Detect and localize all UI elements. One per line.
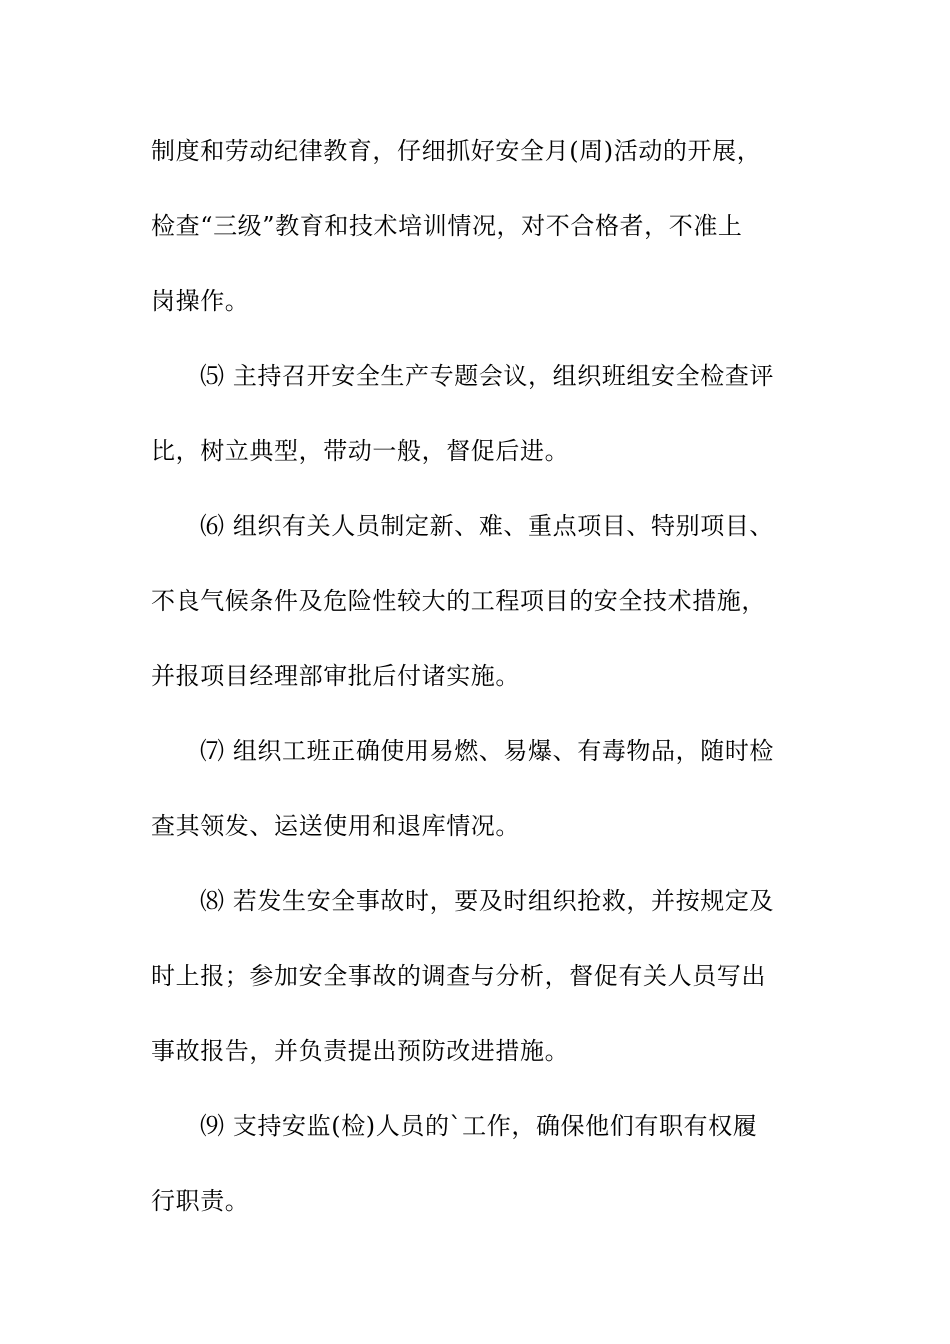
paragraph-7-line-2: 查其领发、运送使用和退库情况。 (151, 812, 520, 840)
paragraph-6-line-1: ⑹ 组织有关人员制定新、难、重点项目、特别项目、 (200, 512, 775, 540)
paragraph-5-line-1: ⑸ 主持召开安全生产专题会议，组织班组安全检查评 (200, 362, 775, 390)
text-line-1: 制度和劳动纪律教育，仔细抓好安全月(周)活动的开展， (151, 137, 762, 165)
paragraph-9-line-2: 行职责。 (151, 1187, 250, 1215)
paragraph-6-line-2: 不良气候条件及危险性较大的工程项目的安全技术措施， (151, 587, 766, 615)
paragraph-6-line-3: 并报项目经理部审批后付诸实施。 (151, 662, 520, 690)
paragraph-8-line-1: ⑻ 若发生安全事故时，要及时组织抢救，并按规定及 (200, 887, 775, 915)
paragraph-9-line-1: ⑼ 支持安监(检)人员的`工作，确保他们有职有权履 (200, 1112, 758, 1140)
text-line-2: 检查“三级”教育和技术培训情况，对不合格者，不准上 (151, 212, 743, 240)
paragraph-8-line-2: 时上报；参加安全事故的调查与分析，督促有关人员写出 (151, 962, 766, 990)
text-line-3: 岗操作。 (151, 287, 250, 315)
paragraph-8-line-3: 事故报告，并负责提出预防改进措施。 (151, 1037, 570, 1065)
paragraph-7-line-1: ⑺ 组织工班正确使用易燃、易爆、有毒物品，随时检 (200, 737, 775, 765)
paragraph-5-line-2: 比，树立典型，带动一般，督促后进。 (151, 437, 570, 465)
